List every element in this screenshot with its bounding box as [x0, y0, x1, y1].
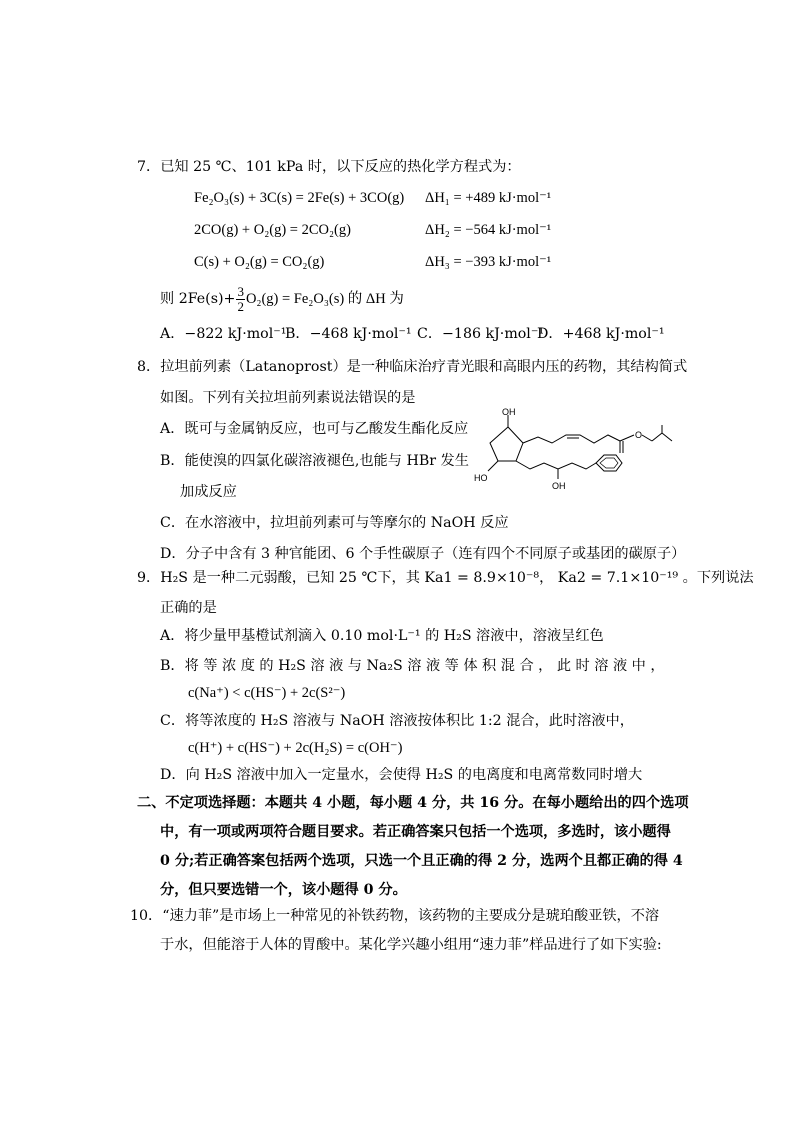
q7-stem: 7．已知 25 ℃、101 kPa 时，以下反应的热化学方程式为： — [137, 159, 521, 175]
q7-eq2-reaction: 2CO(g) + O₂(g) = 2CO₂(g) — [194, 222, 351, 238]
fraction-denominator: 2 — [237, 298, 244, 314]
q7-option-b: B．−468 kJ·mol⁻¹ — [285, 326, 412, 342]
q8-option-a: A．既可与金属钠反应，也可与乙酸发生酯化反应 — [160, 421, 469, 437]
q7-question-suffix: O₂(g) = Fe₂O₃(s) 的 ΔH 为 — [245, 291, 404, 307]
q8-option-b-line1: B．能使溴的四氯化碳溶液褪色,也能与 HBr 发生 — [160, 453, 469, 469]
cyclopentane-ring — [490, 427, 523, 461]
fraction-numerator: 3 — [237, 283, 244, 299]
latanoprost-structure-diagram — [470, 405, 680, 500]
q9-option-d: D．向 H₂S 溶液中加入一定量水，会使得 H₂S 的电离度和电离常数同时增大 — [160, 767, 643, 783]
q9-option-b-line2: c(Na⁺) < c(HS⁻) + 2c(S²⁻) — [188, 685, 346, 701]
q7-option-a: A．−822 kJ·mol⁻¹ — [160, 326, 287, 342]
q7-question-prefix: 则 2Fe(s)+ — [160, 291, 236, 307]
q9-stem-line2: 正确的是 — [160, 600, 217, 616]
q7-option-c: C．−186 kJ·mol⁻¹ — [417, 326, 545, 342]
oh-label-bottom: OH — [552, 481, 566, 491]
q7-option-d: D．+468 kJ·mol⁻¹ — [537, 326, 665, 342]
fraction-three-halves — [236, 285, 245, 314]
q9-option-a: A．将少量甲基橙试剂滴入 0.10 mol·L⁻¹ 的 H₂S 溶液中，溶液呈红色 — [160, 628, 604, 644]
q8-option-b-line2: 加成反应 — [180, 484, 237, 500]
section2-instructions-line1: 二、不定项选择题：本题共 4 小题，每小题 4 分，共 16 分。在每小题给出的四个选项 — [137, 795, 689, 811]
q8-stem-line1: 8．拉坦前列素（Latanoprost）是一种临床治疗青光眼和高眼内压的药物，其结构简式 — [137, 359, 688, 375]
q7-question — [160, 284, 404, 314]
section2-instructions-line4: 分，但只要选错一个，该小题得 0 分。 — [160, 882, 407, 898]
section2-instructions-line3: 0 分;若正确答案包括两个选项，只选一个且正确的得 2 分，选两个且都正确的得 4 — [160, 853, 683, 869]
section2-instructions-line2: 中，有一项或两项符合题目要求。若正确答案只包括一个选项，多选时，该小题得 — [160, 824, 671, 840]
q8-option-d: D．分子中含有 3 种官能团、6 个手性碳原子（连有四个不同原子或基团的碳原子） — [160, 546, 686, 562]
ester-oxygen-label: O — [635, 430, 643, 440]
q7-eq3-enthalpy: ΔH₃ = −393 kJ·mol⁻¹ — [425, 254, 552, 270]
q10-stem-line1: 10．“速力菲”是市场上一种常见的补铁药物，该药物的主要成分是琥珀酸亚铁，不溶 — [130, 908, 660, 924]
q8-option-c: C．在水溶液中，拉坦前列素可与等摩尔的 NaOH 反应 — [160, 515, 509, 531]
ho-label-left: HO — [474, 473, 488, 483]
q9-stem-line1: 9．H₂S 是一种二元弱酸，已知 25 ℃下，其 Ka1 = 8.9×10⁻⁸， Ka2 = 7.1×10⁻¹⁹ 。下列说法 — [137, 570, 754, 586]
q9-option-c-line2: c(H⁺) + c(HS⁻) + 2c(H₂S) = c(OH⁻) — [188, 740, 403, 756]
q7-eq1-enthalpy: ΔH₁ = +489 kJ·mol⁻¹ — [425, 190, 552, 206]
q9-option-b-line1: B．将 等 浓 度 的 H₂S 溶 液 与 Na₂S 溶 液 等 体 积 混 合 ， 此 时 溶 液 中 ， — [160, 658, 665, 674]
q7-eq2-enthalpy: ΔH₂ = −564 kJ·mol⁻¹ — [425, 222, 552, 238]
q10-stem-line2: 于水，但能溶于人体的胃酸中。某化学兴趣小组用“速力菲”样品进行了如下实验: — [160, 937, 662, 953]
q8-stem-line2: 如图。下列有关拉坦前列素说法错误的是 — [160, 390, 416, 406]
oh-label-top: OH — [502, 407, 516, 417]
q7-eq1-reaction: Fe₂O₃(s) + 3C(s) = 2Fe(s) + 3CO(g) — [194, 190, 405, 206]
q7-eq3-reaction: C(s) + O₂(g) = CO₂(g) — [194, 254, 325, 270]
q9-option-c-line1: C．将等浓度的 H₂S 溶液与 NaOH 溶液按体积比 1:2 混合，此时溶液中， — [160, 713, 634, 729]
